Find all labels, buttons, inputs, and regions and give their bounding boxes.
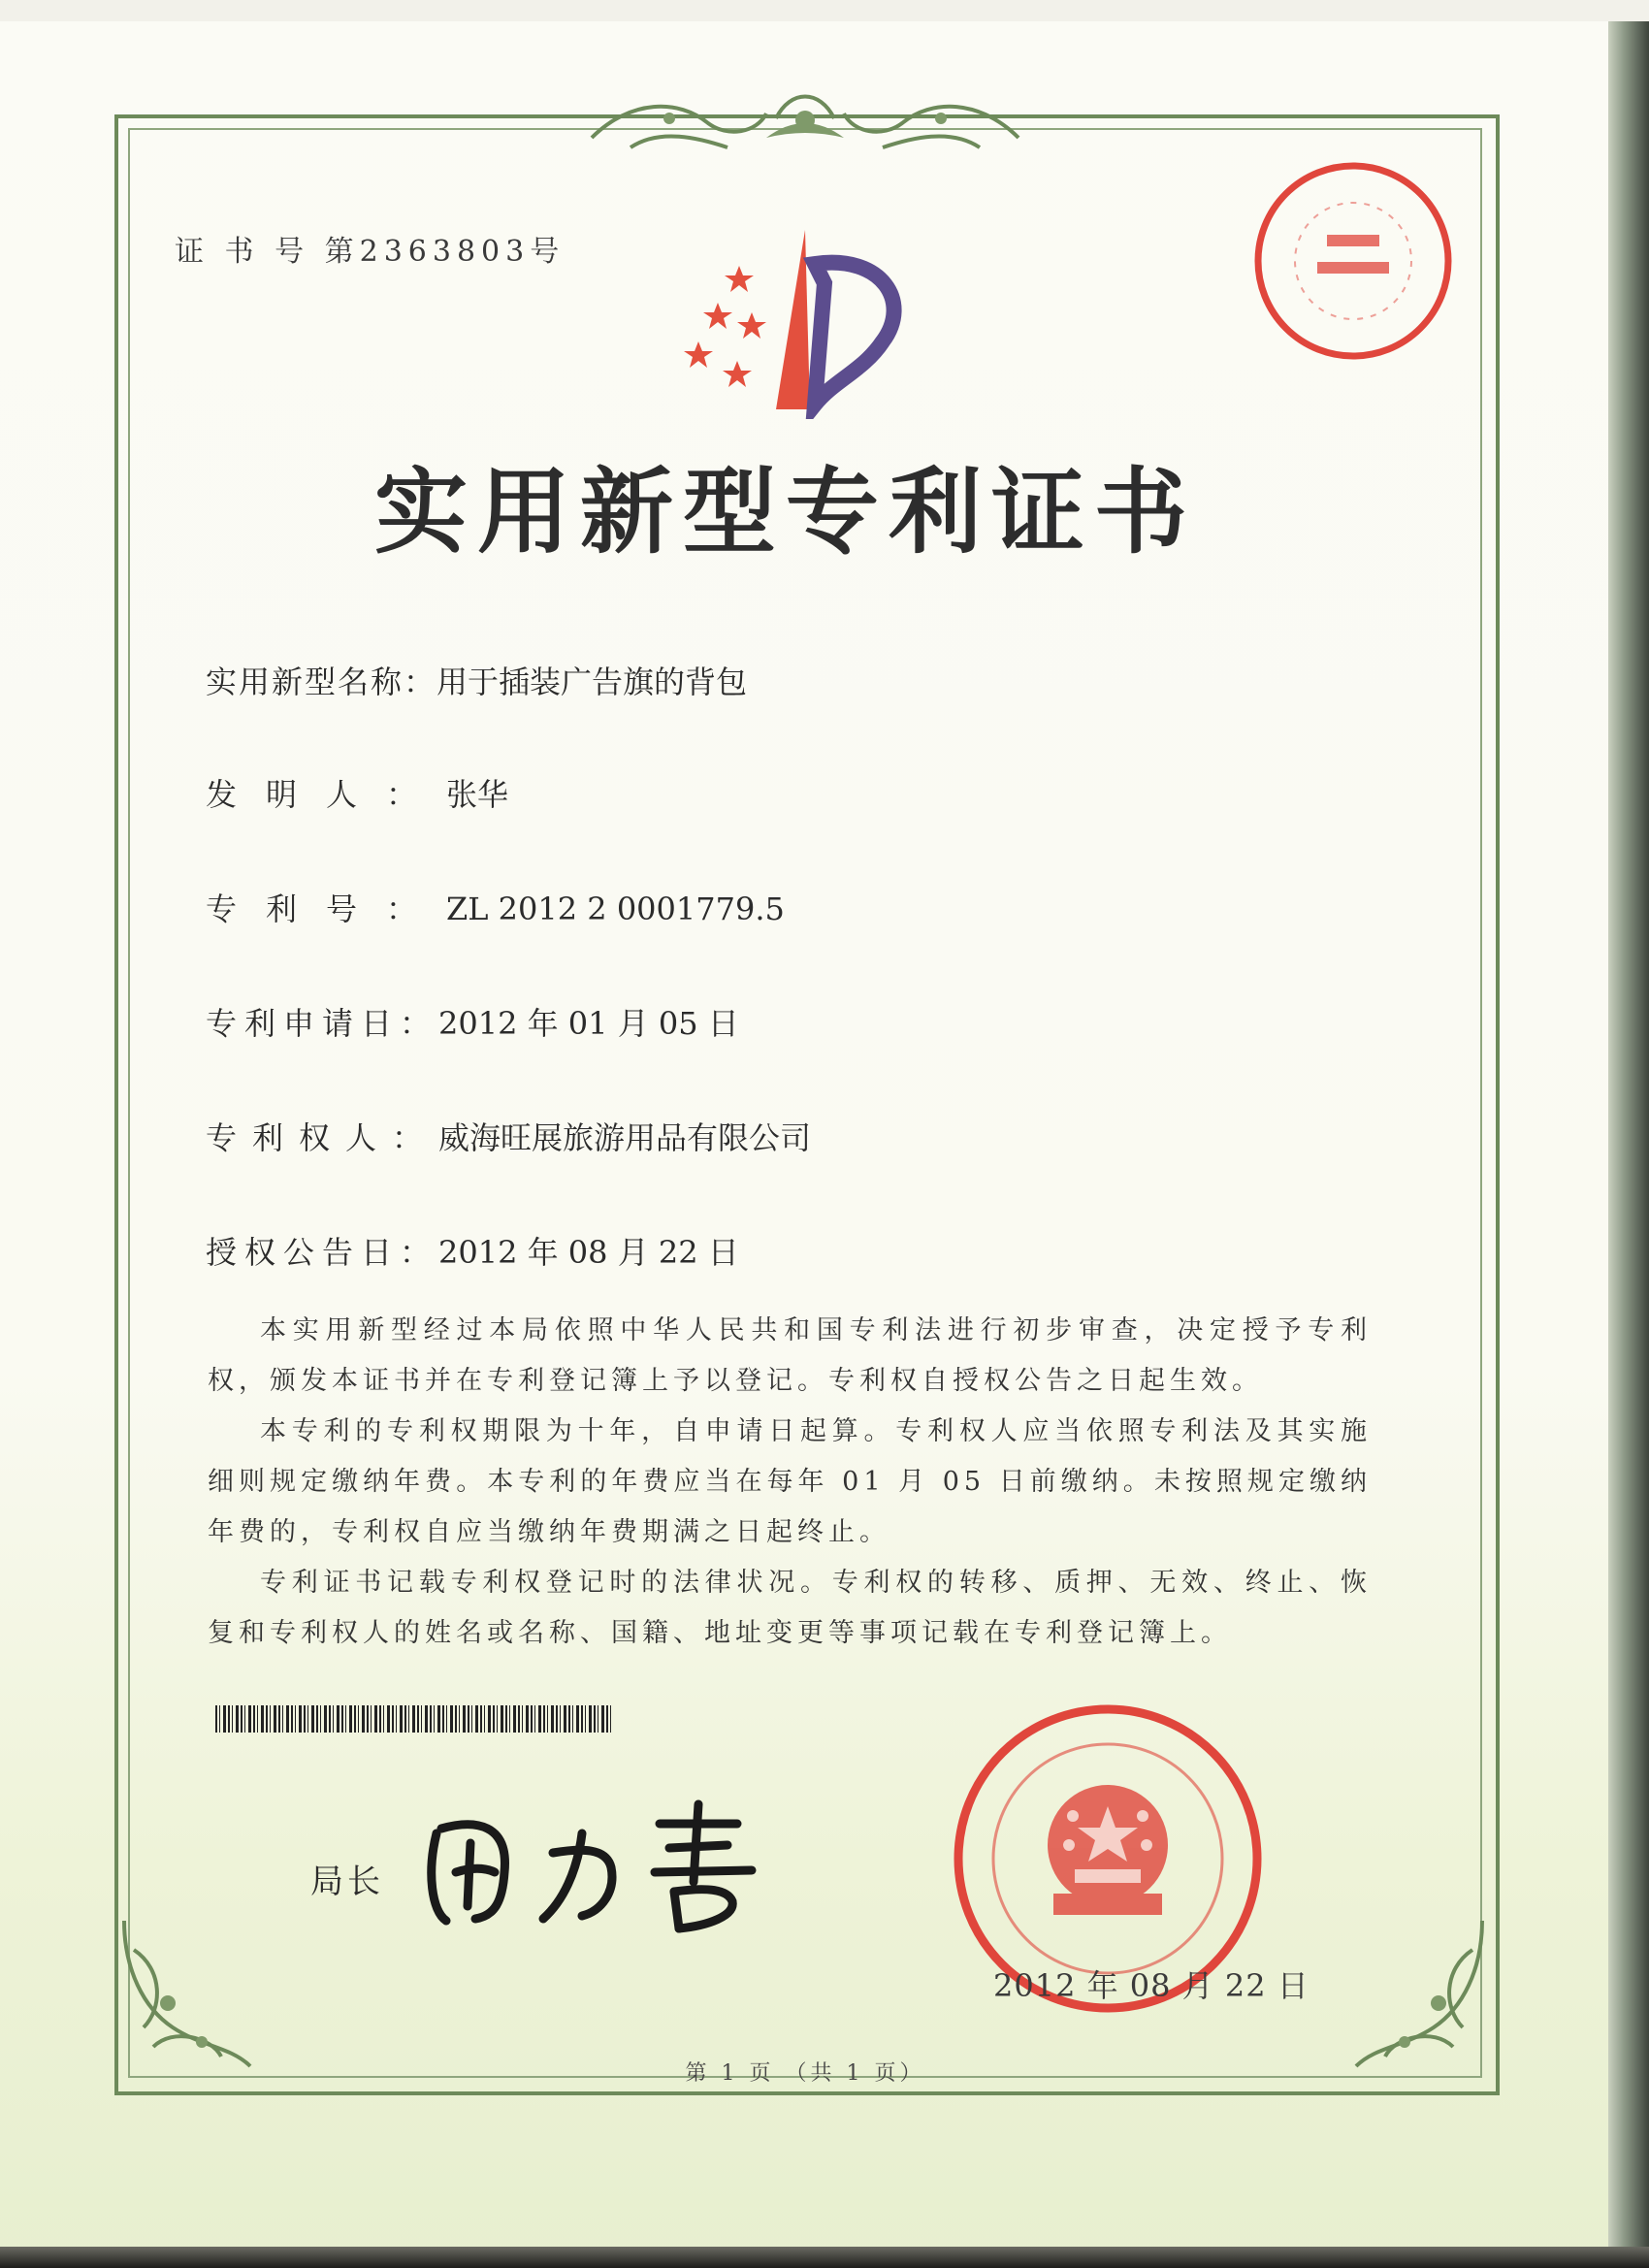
field-label: 授权公告日： <box>206 1234 439 1271</box>
field-value: 2012 年 08 月 22 日 <box>438 1234 739 1271</box>
field-label: 专利号： <box>206 891 447 927</box>
body-paragraph: 专利证书记载专利权登记时的法律状况。专利权的转移、质押、无效、终止、恢复和专利权人的姓名或名称、国籍、地址变更等事项记载在专利登记簿上。 <box>208 1568 1372 1648</box>
field-label: 发明人： <box>206 776 447 813</box>
inner-border <box>128 128 1482 2078</box>
director-label: 局长 <box>310 1863 384 1901</box>
field-application-date <box>206 999 739 1044</box>
seal-date: 2012 年 08 月 22 日 <box>993 1967 1310 2004</box>
page-number: 第 1 页 （共 1 页） <box>685 2061 925 2086</box>
field-value: 2012 年 01 月 05 日 <box>438 1005 739 1042</box>
field-value: ZL 2012 2 0001779.5 <box>446 891 785 927</box>
field-value: 张华 <box>446 776 509 813</box>
field-label: 专利权人： <box>206 1119 439 1156</box>
scan-shadow-right <box>1608 21 1649 2268</box>
field-value: 用于插装广告旗的背包 <box>436 664 748 700</box>
corner-ornament-right-icon <box>1346 1911 1492 2076</box>
field-grant-date <box>206 1228 739 1273</box>
top-ornament-icon <box>572 80 1038 157</box>
field-value: 威海旺展旅游用品有限公司 <box>438 1119 812 1156</box>
field-inventor <box>206 770 508 815</box>
field-patent-number <box>206 885 785 929</box>
field-patentee <box>206 1114 811 1158</box>
field-utility-model-name <box>206 658 747 702</box>
certificate-title: 实用新型专利证书 <box>374 457 1197 567</box>
scan-shadow-bottom <box>0 2247 1649 2268</box>
body-paragraph: 本专利的专利权期限为十年，自申请日起算。专利权人应当依照专利法及其实施细则规定缴纳年费。本专利的年费应当在每年 01 月 05 日前缴纳。未按照规定缴纳年费的，专利权自应当缴纳年费期满之日起终止。 <box>208 1416 1372 1547</box>
corner-ornament-left-icon <box>114 1911 260 2076</box>
stamp-tax-seal-icon <box>1249 157 1457 365</box>
body-paragraph: 本实用新型经过本局依照中华人民共和国专利法进行初步审查，决定授予专利权，颁发本证书并在专利登记簿上予以登记。专利权自授权公告之日起生效。 <box>208 1315 1372 1396</box>
field-label: 专利申请日： <box>206 1005 439 1042</box>
patent-office-emblem-icon <box>679 225 922 419</box>
barcode-icon <box>215 1705 613 1733</box>
certificate-number: 证 书 号 第2363803号 <box>175 235 566 269</box>
director-signature <box>417 1795 776 1940</box>
certificate-body <box>208 1306 1372 1659</box>
field-label: 实用新型名称： <box>206 664 437 700</box>
